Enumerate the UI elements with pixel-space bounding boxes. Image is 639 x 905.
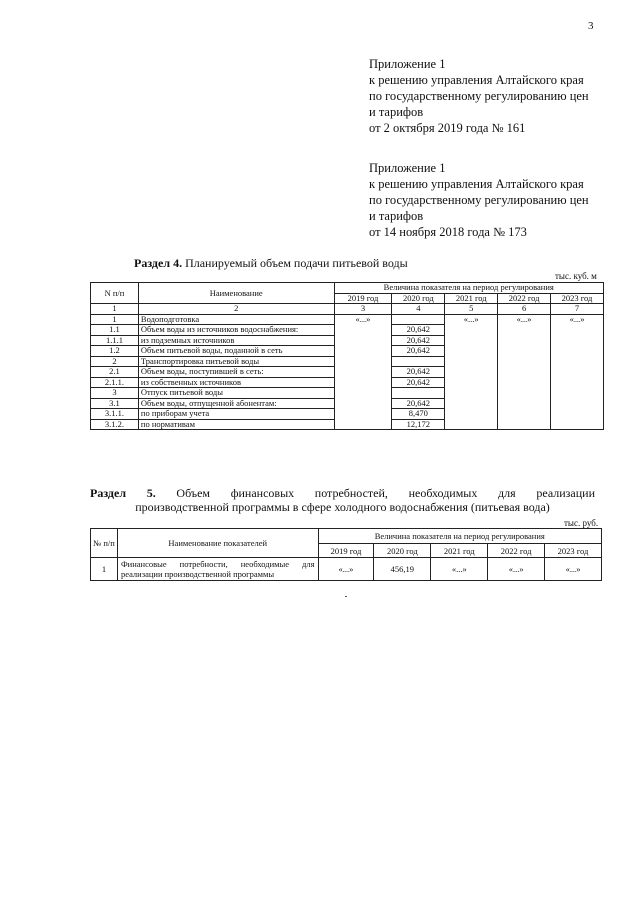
header-year: 2019 год xyxy=(318,544,374,558)
financial-needs-table xyxy=(90,528,602,581)
row-num: 1 xyxy=(91,558,118,581)
value-2019: «...» xyxy=(334,314,392,430)
appendix-line: по государственному регулированию цен xyxy=(369,193,589,207)
header-year: 2019 год xyxy=(334,293,392,304)
header-year: 2020 год xyxy=(392,293,445,304)
row-num: 3.1 xyxy=(91,398,139,409)
header-num: N п/п xyxy=(91,283,139,304)
value-2020 xyxy=(392,356,445,367)
value-2020: 20,642 xyxy=(392,377,445,388)
section-5-title-word: 5. xyxy=(146,486,156,500)
column-number: 2 xyxy=(138,304,334,315)
row-num: 2 xyxy=(91,356,139,367)
header-year: 2021 год xyxy=(431,544,488,558)
column-number: 7 xyxy=(551,304,604,315)
value-2020: 12,172 xyxy=(392,419,445,430)
header-period: Величина показателя на период регулирования xyxy=(334,283,604,294)
value-2020: 20,642 xyxy=(392,367,445,378)
column-number: 5 xyxy=(445,304,498,315)
header-period: Величина показателя на период регулирования xyxy=(318,529,601,544)
section-5-title-word: потребностей, xyxy=(314,486,388,500)
appendix-line: по государственному регулированию цен xyxy=(369,89,589,103)
row-name: по приборам учета xyxy=(138,409,334,420)
row-name: Объем питьевой воды, поданной в сеть xyxy=(138,346,334,357)
value-2020: 20,642 xyxy=(392,398,445,409)
row-num: 3 xyxy=(91,388,139,399)
header-year: 2020 год xyxy=(374,544,431,558)
section-4-title-bold: Раздел 4. xyxy=(134,256,183,270)
column-number: 6 xyxy=(498,304,551,315)
section-4-title-text: Планируемый объем подачи питьевой воды xyxy=(182,256,408,270)
header-name: Наименование показателей xyxy=(117,529,318,558)
row-num: 2.1.1. xyxy=(91,377,139,388)
appendix-block-original xyxy=(369,160,589,240)
scan-speck xyxy=(345,596,347,597)
row-name: Объем воды из источников водоснабжения: xyxy=(138,325,334,336)
row-name: из подземных источников xyxy=(138,335,334,346)
header-year: 2022 год xyxy=(498,293,551,304)
value-2022: «...» xyxy=(498,314,551,430)
header-year: 2021 год xyxy=(445,293,498,304)
column-number: 1 xyxy=(91,304,139,315)
value-2020: 456,19 xyxy=(374,558,431,581)
row-name: из собственных источников xyxy=(138,377,334,388)
value-2019: «...» xyxy=(318,558,374,581)
row-name: Объем воды, отпущенной абонентам: xyxy=(138,398,334,409)
column-number: 3 xyxy=(334,304,392,315)
appendix-block-current xyxy=(369,56,589,136)
appendix-line: от 14 ноября 2018 года № 173 xyxy=(369,225,527,239)
value-2021: «...» xyxy=(431,558,488,581)
page-number: 3 xyxy=(588,20,594,32)
appendix-line: Приложение 1 xyxy=(369,57,446,71)
value-2023: «...» xyxy=(551,314,604,430)
table-row xyxy=(91,314,604,325)
header-year: 2023 год xyxy=(551,293,604,304)
section-5-title-word: реализации xyxy=(536,486,595,500)
section-5-title-word: для xyxy=(498,486,516,500)
value-2022: «...» xyxy=(488,558,545,581)
appendix-line: и тарифов xyxy=(369,209,424,223)
header-year: 2022 год xyxy=(488,544,545,558)
appendix-line: к решению управления Алтайского края xyxy=(369,73,584,87)
column-number: 4 xyxy=(392,304,445,315)
value-2020: 20,642 xyxy=(392,335,445,346)
row-num: 1.2 xyxy=(91,346,139,357)
section-5-title-word: Раздел xyxy=(90,486,127,500)
section-5-unit: тыс. руб. xyxy=(564,518,599,528)
section-5-title-word: финансовых xyxy=(230,486,295,500)
row-num: 3.1.2. xyxy=(91,419,139,430)
appendix-line: к решению управления Алтайского края xyxy=(369,177,584,191)
table-row xyxy=(91,558,602,581)
value-2020: 8,470 xyxy=(392,409,445,420)
value-2020 xyxy=(392,388,445,399)
row-num: 2.1 xyxy=(91,367,139,378)
row-num: 1.1 xyxy=(91,325,139,336)
row-num: 3.1.1. xyxy=(91,409,139,420)
value-2020: 20,642 xyxy=(392,346,445,357)
section-5-title-word: необходимых xyxy=(408,486,478,500)
section-5-title-word: Объем xyxy=(176,486,211,500)
header-num: № п/п xyxy=(91,529,118,558)
row-name: Водоподготовка xyxy=(138,314,334,325)
section-5-title xyxy=(90,486,595,514)
row-name: Объем воды, поступившей в сеть: xyxy=(138,367,334,378)
section-5-title-line2: производственной программы в сфере холодного водоснабжения (питьевая вода) xyxy=(135,500,550,514)
header-year: 2023 год xyxy=(545,544,602,558)
row-name: Транспортировка питьевой воды xyxy=(138,356,334,367)
water-supply-volume-table xyxy=(90,282,604,430)
value-2021: «...» xyxy=(445,314,498,430)
value-2020: 20,642 xyxy=(392,325,445,336)
row-name: Отпуск питьевой воды xyxy=(138,388,334,399)
section-4-title xyxy=(134,256,408,271)
row-name: Финансовые потребности, необходимые для реализации производственной программы xyxy=(117,558,318,581)
appendix-line: от 2 октября 2019 года № 161 xyxy=(369,121,526,135)
appendix-line: и тарифов xyxy=(369,105,424,119)
appendix-line: Приложение 1 xyxy=(369,161,446,175)
section-4-unit: тыс. куб. м xyxy=(555,271,597,281)
value-2023: «...» xyxy=(545,558,602,581)
row-num: 1.1.1 xyxy=(91,335,139,346)
row-num: 1 xyxy=(91,314,139,325)
row-name: по нормативам xyxy=(138,419,334,430)
header-name: Наименование xyxy=(138,283,334,304)
value-2020 xyxy=(392,314,445,325)
